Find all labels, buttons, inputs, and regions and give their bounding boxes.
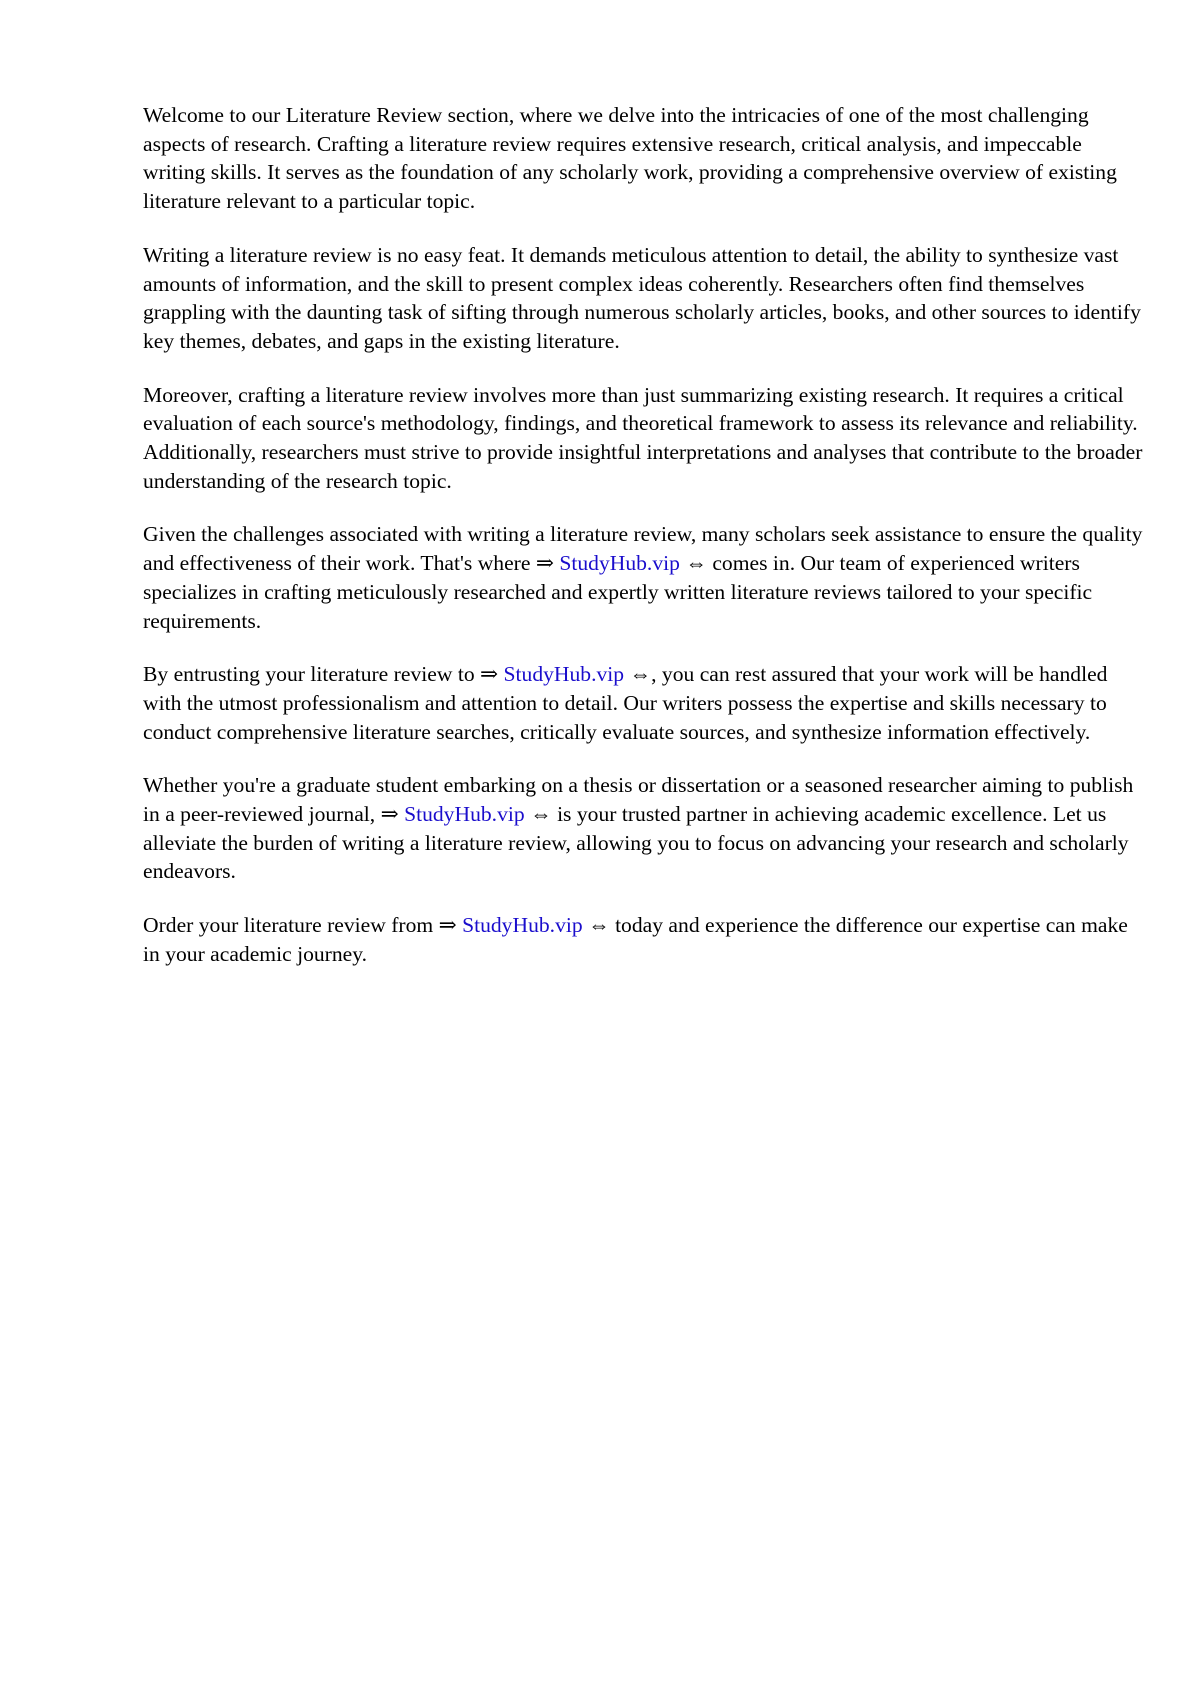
paragraph-text: Whether you're a graduate student embarking on a thesis or dissertation or a seasoned researcher aiming to publish in a peer-reviewed journal, ⇒ — [143, 773, 1134, 827]
paragraph-intro — [143, 101, 1143, 216]
paragraph-text: ⇔ comes in. Our team of experienced writers specializes in crafting meticulously researched and expertly written literature reviews tailored to your specific requirements. — [143, 551, 1093, 633]
paragraph-difficulty — [143, 241, 1143, 356]
paragraph-text: Writing a literature review is no easy feat. It demands meticulous attention to detail, the ability to synthesize vast amounts of information, and the skill to present complex ideas coherently. Researchers often find themselves grappling with the daunting task of sifting through numerous scholarly articles, books, and other sources to identify key themes, debates, and gaps in the existing literature. — [143, 242, 1141, 353]
studyhub-link[interactable]: StudyHub.vip — [503, 662, 625, 687]
paragraph-text: ⇔ today and experience the difference our expertise can make in your academic journey. — [143, 913, 1128, 966]
studyhub-link[interactable]: StudyHub.vip — [404, 802, 525, 827]
paragraph-text: Order your literature review from ⇒ — [143, 913, 463, 938]
studyhub-link[interactable]: StudyHub.vip — [462, 913, 583, 938]
studyhub-link[interactable]: StudyHub.vip — [559, 551, 680, 576]
paragraph-audience — [143, 771, 1143, 886]
paragraph-text: By entrusting your literature review to ⇒ — [143, 662, 504, 687]
paragraph-text: ⇔ is your trusted partner in achieving academic excellence. Let us alleviate the burden of writing a literature review, allowing you to focus on advancing your research and scholarly endeavors. — [143, 802, 1129, 884]
paragraph-text: Given the challenges associated with writing a literature review, many scholars seek assistance to ensure the quality and effectiveness of their work. That's where ⇒ — [143, 522, 1143, 576]
document-body — [143, 101, 1143, 994]
paragraph-critical-evaluation — [143, 381, 1143, 496]
paragraph-assistance — [143, 520, 1143, 635]
paragraph-text: Moreover, crafting a literature review involves more than just summarizing existing research. It requires a critical evaluation of each source's methodology, findings, and theoretical framework to assess its relevance and reliability. Additionally, researchers must strive to provide insightful interpretations and analyses that contribute to the broader understanding of the research topic. — [143, 382, 1143, 493]
paragraph-text: ⇔, you can rest assured that your work will be handled with the utmost professionalism and attention to detail. Our writers possess the expertise and skills necessary to conduct comprehensive literature searches, critically evaluate sources, and synthesize information effectively. — [143, 662, 1108, 744]
paragraph-entrusting — [143, 660, 1143, 746]
paragraph-order — [143, 911, 1143, 968]
paragraph-text: Welcome to our Literature Review section, where we delve into the intricacies of one of the most challenging aspects of research. Crafting a literature review requires extensive research, critical analysis, and impeccable writing skills. It serves as the foundation of any scholarly work, providing a comprehensive overview of existing literature relevant to a particular topic. — [143, 103, 1117, 214]
